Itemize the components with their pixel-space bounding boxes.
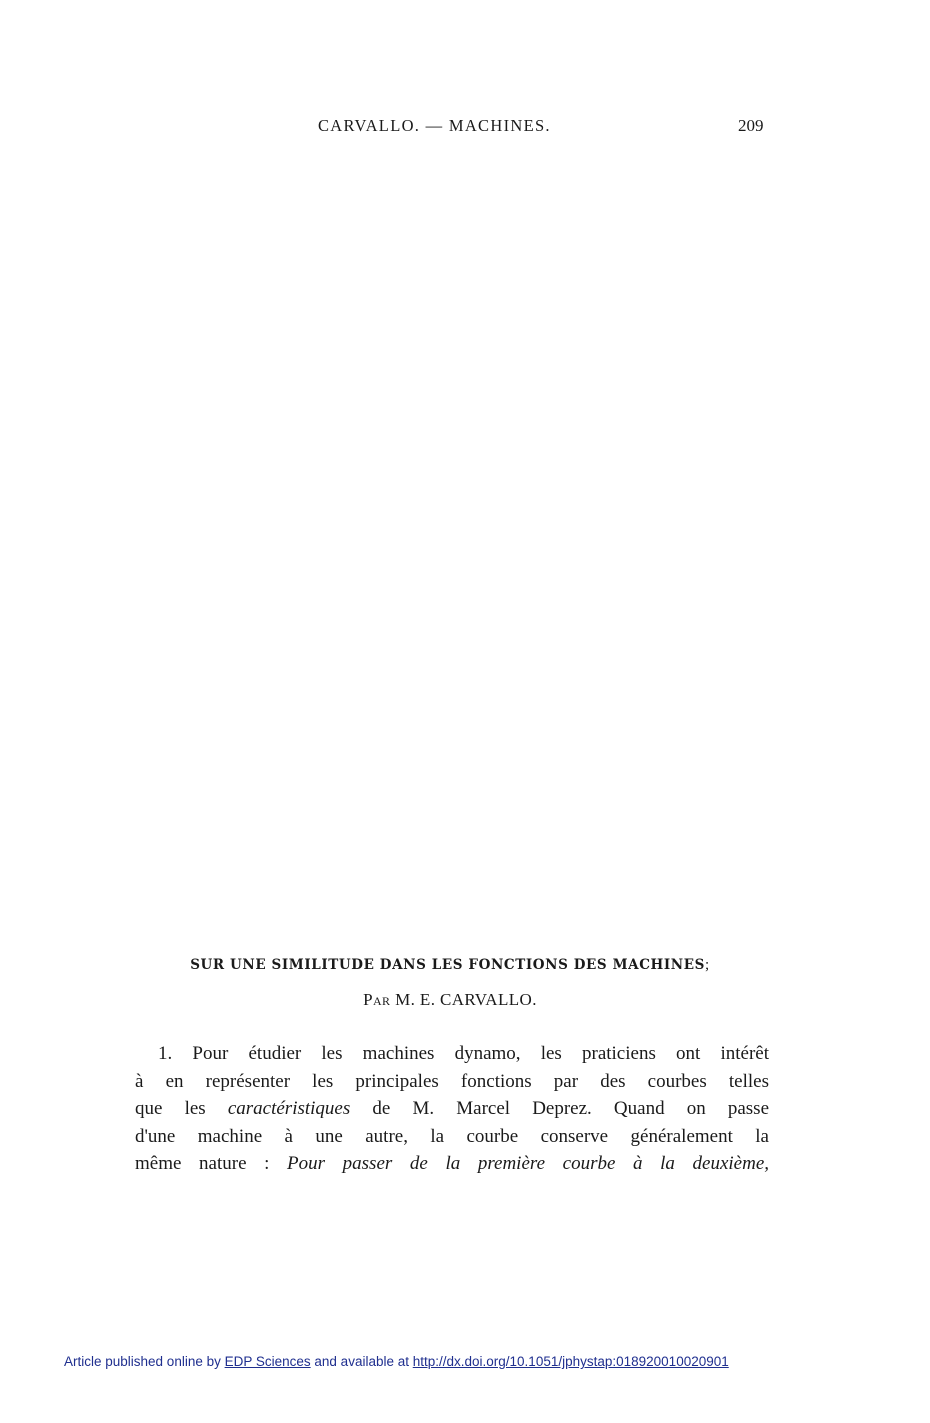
body-line-5 (135, 1150, 769, 1178)
running-title: CARVALLO. — MACHINES. (318, 116, 551, 135)
article-title (0, 957, 900, 974)
body-line-5-emphasis: Pour passer de la première courbe à la deuxième, (287, 1153, 770, 1174)
article-title-punct: ; (705, 957, 710, 973)
body-line-3 (135, 1095, 769, 1123)
body-paragraph (135, 1040, 769, 1178)
running-head (0, 116, 930, 140)
page-number: 209 (738, 116, 764, 135)
body-line-5-pre: même nature : (135, 1153, 270, 1174)
body-line-3-pre: que les (135, 1098, 206, 1119)
byline-par-initial: P (363, 990, 373, 1009)
article-title-text: SUR UNE SIMILITUDE DANS LES FONCTIONS DES MACHINES (190, 957, 705, 973)
footer-prefix: Article published online by (64, 1354, 225, 1369)
publication-footer (64, 1354, 729, 1369)
body-line-4: d'une machine à une autre, la courbe conserve généralement la (135, 1125, 769, 1147)
footer-middle: and available at (310, 1354, 413, 1369)
byline (0, 990, 900, 1010)
body-line-1: 1. Pour étudier les machines dynamo, les praticiens ont intérêt (158, 1043, 769, 1064)
body-line-3-post: de M. Marcel Deprez. Quand on passe (372, 1098, 770, 1119)
byline-author: M. E. CARVALLO. (395, 990, 537, 1009)
body-line-3-emphasis: caractéristiques (227, 1098, 351, 1119)
doi-link[interactable]: http://dx.doi.org/10.1051/jphystap:018920010020901 (412, 1354, 729, 1369)
publisher-link[interactable]: EDP Sciences (224, 1354, 311, 1369)
body-line-2: à en représenter les principales fonctions par des courbes telles (135, 1070, 769, 1092)
byline-par-rest: AR (372, 994, 391, 1008)
